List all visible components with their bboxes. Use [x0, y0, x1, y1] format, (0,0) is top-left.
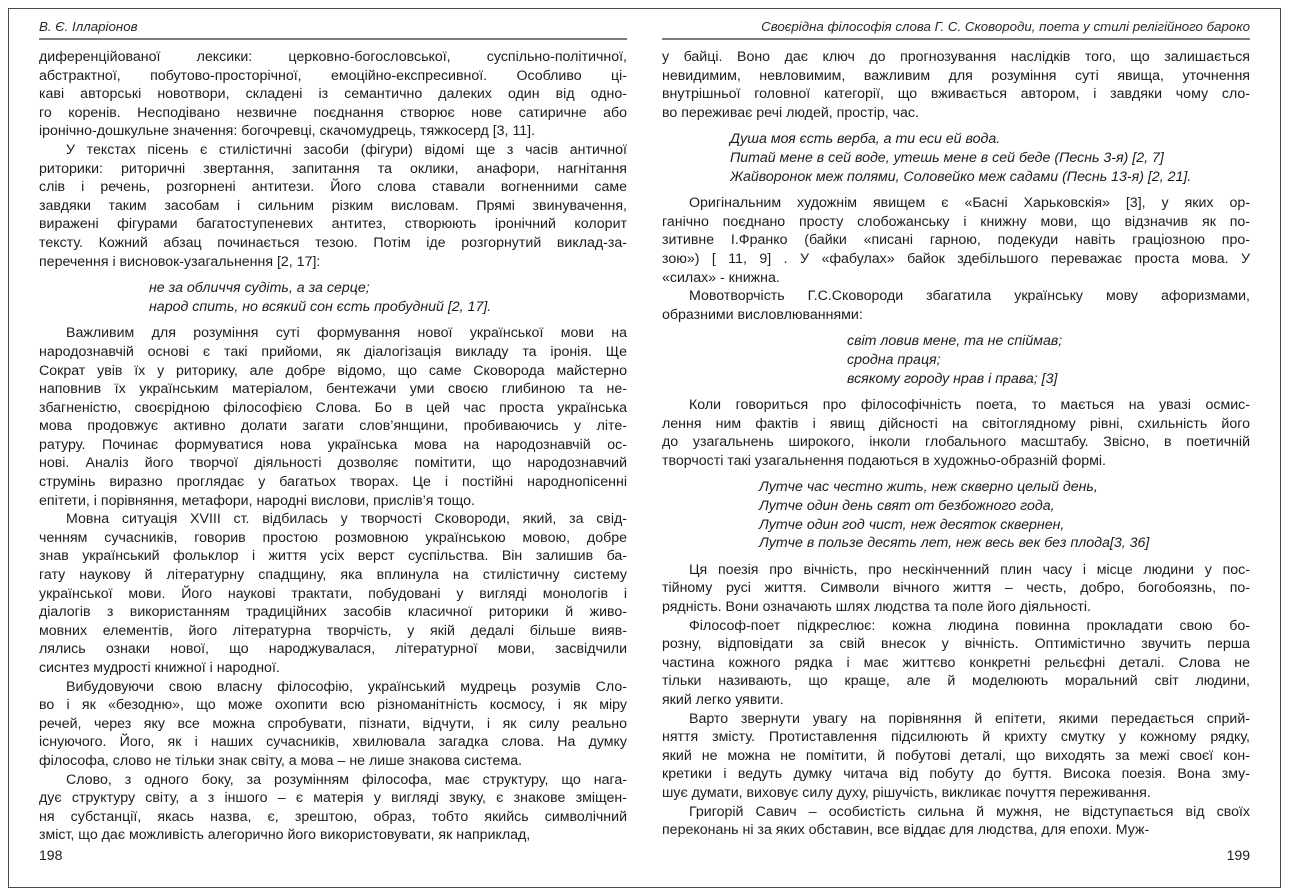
body-paragraph	[662, 287, 1250, 324]
quote-line: не за обличчя судіть, а за серце;	[149, 280, 370, 297]
text-line: Сократ увів їх у риторику, але добре відомо, що саме Сковорода майстерно	[39, 362, 627, 379]
text-line: Слово, з одного боку, за розумінням філософа, має структуру, що нага-	[66, 771, 627, 788]
text-line: диференційованої лексики: церковно-богословської, суспільно-політичної,	[39, 49, 627, 65]
text-line: кретики і ведуть думку читача від побуту до буття. Висока поезія. Вона зму-	[662, 766, 1250, 783]
text-line: внутрішньої головної категорії, що вживається автором, і завдяки чому сло-	[662, 86, 1250, 103]
text-line: Вибудовуючи свою власну філософію, український мудрець розумів Сло-	[66, 678, 627, 695]
text-line: речей, через яку все можна спробувати, пізнати, відчути, і як силу реально	[39, 715, 627, 732]
text-line: до узагальнень широкого, інколи глобального масштабу. Звісно, в поетичній	[662, 434, 1250, 451]
body-paragraph	[39, 48, 627, 141]
verse-quote-block	[847, 332, 1250, 388]
text-line: мовних елементів, його літературна творчість, у якій дедалі більше вияв-	[39, 622, 627, 639]
text-line: Важливим для розуміння суті формування нової української мови на	[66, 325, 627, 342]
running-header-title: Своєрідна філософія слова Г. С. Сковороди, поета у стилі релігійного бароко	[761, 19, 1250, 34]
page-number: 199	[1226, 847, 1250, 863]
text-line: який не можна не помітити, й побутові деталі, що виходять за межі своєї кон-	[662, 747, 1250, 764]
text-line: сиснтез мудрості книжної і народної.	[39, 660, 280, 676]
verse-quote-block	[759, 478, 1250, 552]
text-line: творчості такі узагальнення подаються в художньо-образній формі.	[662, 452, 1106, 469]
text-line: Філософ-поет підкреслює: кожна людина повинна прокладати свою бо-	[689, 617, 1250, 634]
text-line: Григорій Савич – особистість сильна й мужня, не відступається від своїх	[689, 803, 1250, 820]
text-line: переконань ні за яких обставин, все віддає для людства, для епохи. Муж-	[662, 822, 1150, 839]
text-line: ня субстанції, якась назва, є, зрештою, образ, тобто якийсь символічний	[39, 808, 627, 825]
text-line: У текстах пісень є стилістичні засоби (фігури) відомі ще з часів античної	[66, 141, 627, 158]
text-line: зитивне І.Франко (байки «писані гарною, подекуди навіть граціозною про-	[662, 232, 1250, 249]
body-paragraph	[662, 561, 1250, 617]
page-number: 198	[39, 847, 63, 863]
quote-line: Питай мене в сей воде, утешь мене в сей беде (Песнь 3-я) [2, 7]	[730, 149, 1164, 166]
text-line: розну, відповідати за свій внесок у вічність. Оптимістично звучить перша	[662, 636, 1250, 653]
text-line: частина кожного рядка і має життєво конкретні рельєфні деталі. Слова не	[662, 654, 1250, 671]
text-line: народознавчій основі є такі прийоми, як діалогізація викладу та іронія. Ще	[39, 343, 627, 360]
text-line: во переживає речі людей, простір, час.	[662, 104, 919, 121]
page-right	[662, 9, 1250, 887]
text-line: виражені фігурами багатоступеневих антитез, створюють іронічний колорит	[39, 216, 627, 233]
quote-line: Лутче в пользе десять лет, неж весь век без плода[3, 36]	[759, 535, 1150, 552]
body-paragraph	[662, 396, 1250, 470]
text-line: завдяки таким засобам і сильним різким висловам. Прямі звинувачення,	[39, 197, 627, 214]
page-left	[39, 9, 627, 887]
text-line: у байці. Воно дає ключ до прогнозування наслідків того, що залишається	[662, 49, 1250, 65]
body-paragraph	[662, 803, 1250, 840]
body-paragraph	[39, 510, 627, 677]
header-rule	[662, 38, 1250, 40]
quote-line: світ ловив мене, та не спіймав;	[847, 333, 1063, 350]
text-line: знав український фольклор і життя усіх верст суспільства. Він залишив ба-	[39, 548, 627, 565]
text-line: мова продовжує активно долати загати слов’янщини, пробиваючись у літе-	[39, 418, 627, 435]
body-paragraph	[662, 617, 1250, 710]
text-line: лялись ознаки нової, що народжувалася, літературної мови, засвідчили	[39, 641, 627, 658]
text-line: філософа, слово не тільки знак світу, а мова – не лише знакова система.	[39, 752, 523, 769]
quote-line: народ спить, но всякий сон єсть пробудний [2, 17].	[149, 298, 492, 315]
body-paragraph	[39, 771, 627, 845]
text-line: образними висловлюваннями:	[662, 306, 863, 323]
quote-line: Жайворонок меж полями, Соловейко меж садами (Песнь 13-я) [2, 21].	[730, 168, 1192, 185]
quote-line: Лутче один день свят от безбожного года,	[759, 498, 1055, 515]
text-line: струмінь виразно проглядає у багатьох творах. Це і постійні народнопісенні	[39, 474, 627, 491]
quote-line: сродна праця;	[847, 351, 941, 368]
text-line: ганічно поєднано просту слобожанську і книжну мови, що відзначив як по-	[662, 213, 1250, 230]
text-line: іронічно-дошкульне значення: богочревці, скачомудрець, тяжкосерд [3, 11].	[39, 123, 536, 140]
header-rule	[39, 38, 627, 40]
text-line: який легко уявити.	[662, 692, 784, 708]
body-paragraph	[39, 141, 627, 271]
body-paragraph	[662, 194, 1250, 287]
text-line: дує структуру світу, а з іншого – є матерія у вигляді звуку, є знакове зміщен-	[39, 790, 627, 807]
text-line: гату наукову й літературну спадщину, яка вплинула на стилістичну систему	[39, 567, 627, 584]
page-body	[662, 48, 1250, 840]
text-line: діалогів з використанням традиційних засобів класичної риторики й живо-	[39, 604, 627, 621]
text-line: слів і речень, розгорнені антитези. Його слова ставали вогненними саме	[39, 179, 627, 196]
quote-line: Душа моя єсть верба, а ти еси ей вода.	[730, 131, 1001, 148]
quote-line: Лутче час честно жить, неж скверно целый день,	[759, 479, 1098, 496]
text-line: Мовотворчість Г.С.Сковороди збагатила українську мову афоризмами,	[689, 288, 1250, 305]
verse-quote-block	[730, 130, 1250, 186]
body-paragraph	[39, 678, 627, 771]
quote-line: всякому городу нрав і права; [3]	[847, 370, 1058, 387]
text-line: Оригінальним художнім явищем є «Басні Харьковскія» [3], у яких ор-	[689, 195, 1250, 212]
text-line: ратуру. Починає формуватися нова українська мова на народознавчій ос-	[39, 436, 627, 453]
text-line: ченням сучасників, говорив простою розмовною українською мовою, добре	[39, 529, 627, 546]
text-line: абстрактної, побутово-просторічної, емоційно-експресивної. Особливо ці-	[39, 67, 627, 84]
text-line: тійному русі життя. Символи вічного життя – честь, добро, богобоязнь, по-	[662, 580, 1250, 597]
text-line: няття змісту. Протиставлення підсилюють й крихту смутку у кожному рядку,	[662, 729, 1250, 746]
text-line: тільки називають, що краще, але й моделюють моральний світ людини,	[662, 673, 1250, 690]
text-line: тексту. Кожний абзац починається тезою. Потім іде розгорнутий виклад-за-	[39, 234, 627, 251]
text-line: перечення і висновок-узагальнення [2, 17]:	[39, 253, 321, 270]
text-line: Коли говориться про філософічність поета, то мається на увазі осмис-	[689, 397, 1250, 414]
book-spread	[8, 8, 1281, 888]
text-line: лення ним фактів і явищ дійсності на світоглядному рівні, схильність його	[662, 415, 1250, 432]
body-paragraph	[39, 324, 627, 510]
quote-line: Лутче один год чист, неж десяток сквернен,	[759, 516, 1065, 533]
text-line: «силах» - книжна.	[662, 269, 780, 286]
text-line: Варто звернути увагу на порівняння й епітети, якими передається сприй-	[689, 710, 1250, 727]
text-line: невидимим, невловимим, важливим для розуміння суті явища, уточнення	[662, 67, 1250, 84]
text-line: української мови. Його наукові трактати, побудовані у вигляді монологів і	[39, 585, 627, 602]
text-line: риторики: риторичні звертання, запитання та оклики, анафори, нагнітання	[39, 160, 627, 177]
body-paragraph	[662, 710, 1250, 803]
verse-quote-block	[149, 279, 627, 316]
text-line: шує думати, виховує силу духу, рішучість, викликає почуття переживання.	[662, 784, 1151, 801]
text-line: епітети, і порівняння, метафори, народні вислови, прислів’я тощо.	[39, 492, 475, 509]
text-line: існуючого. Його, як і наших сучасників, хвилювала загадка слова. На думку	[39, 734, 627, 751]
body-paragraph	[662, 48, 1250, 122]
text-line: рядність. Вони означають шлях людства та поле його діяльності.	[662, 599, 1092, 616]
running-header-author: В. Є. Ілларіонов	[39, 19, 138, 34]
text-line: зміст, що дає можливість алегорично його використовувати, як наприклад,	[39, 827, 531, 844]
text-line: во і як «безодню», що може охопити всю різноманітність космосу, і як міру	[39, 697, 627, 714]
text-line: го коренів. Несподівано незвичне поєднання створює нове сатиричне або	[39, 104, 627, 121]
page-body	[39, 48, 627, 845]
text-line: зою») [ 11, 9] . У «фабулах» байок здебільшого переважає проста мова. У	[662, 250, 1250, 267]
text-line: Ця поезія про вічність, про нескінченний плин часу і місце людини у пос-	[689, 561, 1250, 578]
text-line: каві авторські новотвори, складені із семантично далеких один від одно-	[39, 86, 627, 103]
text-line: наповнив їх українським матеріалом, бентежачи уми своєю глибиною та не-	[39, 381, 627, 398]
text-line: збагненістю, своєрідною філософією Слова. Бо в цей час проста українська	[39, 399, 627, 416]
text-line: Мовна ситуація XVIII ст. відбилась у творчості Сковороди, який, за свід-	[66, 511, 627, 528]
text-line: нові. Аналіз його творчої діяльності дозволяє помітити, що народознавчий	[39, 455, 627, 472]
